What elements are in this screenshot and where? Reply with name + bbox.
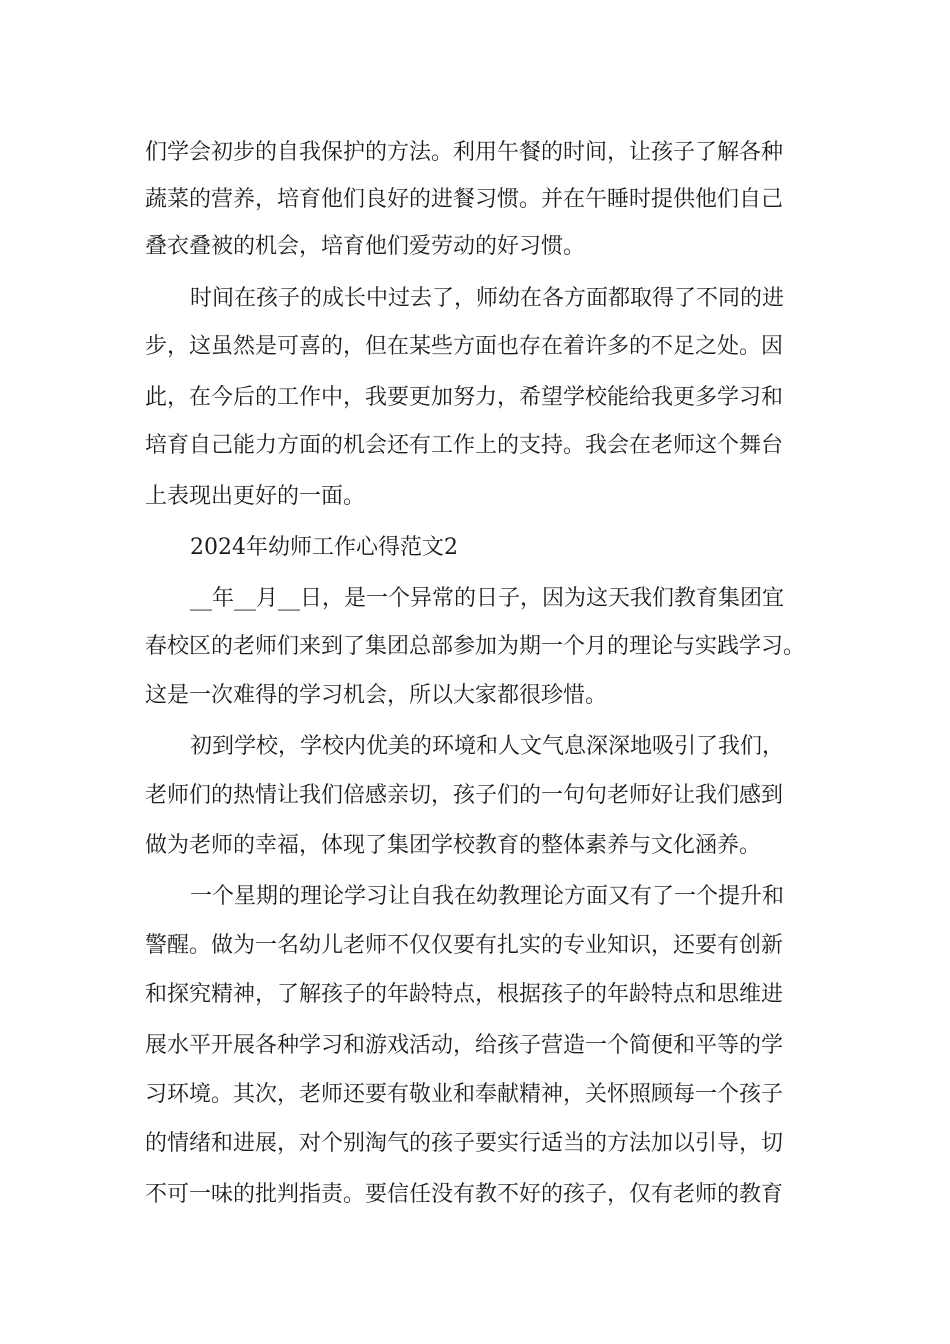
text-line: 春校区的老师们来到了集团总部参加为期一个月的理论与实践学习。 <box>145 634 806 659</box>
text-line: 警醒。做为一名幼儿老师不仅仅要有扎实的专业知识，还要有创新 <box>145 933 784 958</box>
text-line: 不可一味的批判指责。要信任没有教不好的孩子，仅有老师的教育 <box>145 1182 784 1207</box>
text-line: 步，这虽然是可喜的，但在某些方面也存在着许多的不足之处。因 <box>145 334 784 359</box>
text-line: 此，在今后的工作中，我要更加努力，希望学校能给我更多学习和 <box>145 385 784 410</box>
text-line: 和探究精神，了解孩子的年龄特点，根据孩子的年龄特点和思维进 <box>145 982 784 1007</box>
paragraph-first-line: 初到学校，学校内优美的环境和人文气息深深地吸引了我们， <box>190 734 785 759</box>
paragraph-first-line: __年__月__日，是一个异常的日子，因为这天我们教育集团宜 <box>190 586 785 611</box>
text-line: 展水平开展各种学习和游戏活动，给孩子营造一个简便和平等的学 <box>145 1033 784 1058</box>
text-line: 们学会初步的自我保护的方法。利用午餐的时间，让孩子了解各种 <box>145 140 784 165</box>
paragraph-first-line: 一个星期的理论学习让自我在幼教理论方面又有了一个提升和 <box>190 884 785 909</box>
text-line: 培育自己能力方面的机会还有工作上的支持。我会在老师这个舞台 <box>145 433 784 458</box>
text-line: 的情绪和进展，对个别淘气的孩子要实行适当的方法加以引导，切 <box>145 1131 784 1156</box>
text-line: 上表现出更好的一面。 <box>145 484 366 509</box>
text-line: 蔬菜的营养，培育他们良好的进餐习惯。并在午睡时提供他们自己 <box>145 187 784 212</box>
text-line: 老师们的热情让我们倍感亲切，孩子们的一句句老师好让我们感到 <box>145 783 784 808</box>
text-line: 做为老师的幸福，体现了集团学校教育的整体素养与文化涵养。 <box>145 833 762 858</box>
text-line: 习环境。其次，老师还要有敬业和奉献精神，关怀照顾每一个孩子 <box>145 1082 784 1107</box>
section-heading: 2024年幼师工作心得范文2 <box>190 535 458 560</box>
paragraph-first-line: 时间在孩子的成长中过去了，师幼在各方面都取得了不同的进 <box>190 286 785 311</box>
text-line: 叠衣叠被的机会，培育他们爱劳动的好习惯。 <box>145 234 586 259</box>
text-line: 这是一次难得的学习机会，所以大家都很珍惜。 <box>145 683 608 708</box>
